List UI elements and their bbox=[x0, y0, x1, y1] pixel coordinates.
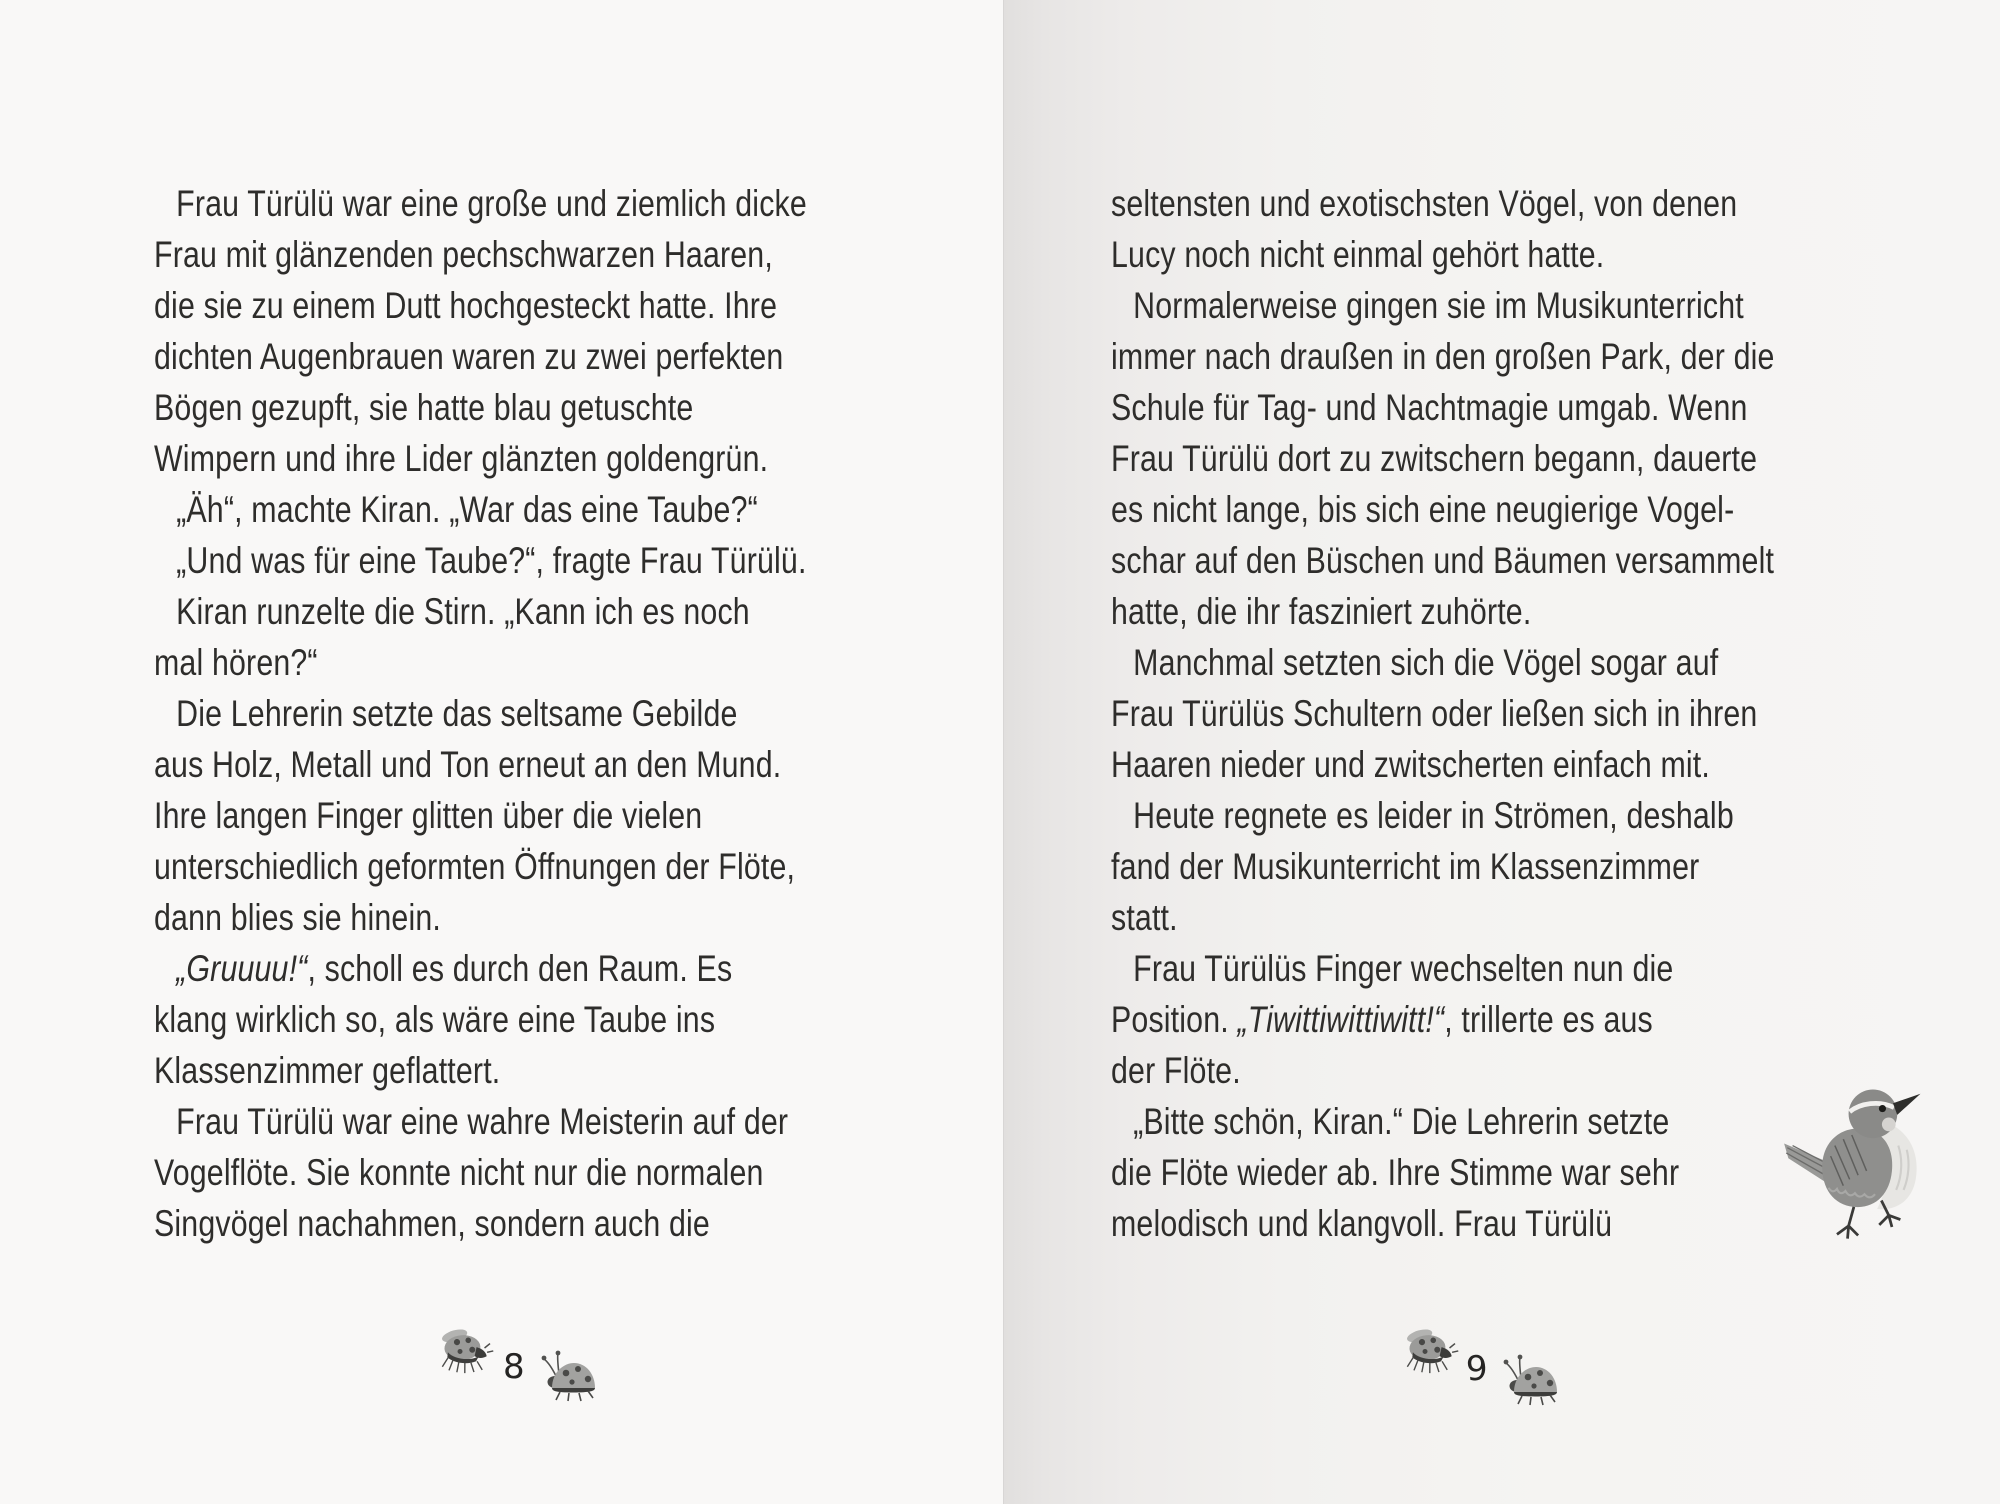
ladybug-standing-illustration bbox=[1503, 1352, 1563, 1406]
text-line: dann blies sie hinein. bbox=[154, 897, 441, 938]
text-line: Manchmal setzten sich die Vögel sogar auf bbox=[1133, 642, 1719, 683]
text-line: schar auf den Büschen und Bäumen versammelt bbox=[1111, 540, 1775, 581]
text-line: Frau Türülüs Schultern oder ließen sich in ihren bbox=[1111, 693, 1758, 734]
text-line: Normalerweise gingen sie im Musikunterricht bbox=[1133, 285, 1744, 326]
text-line: Frau Türülü dort zu zwitschern begann, dauerte bbox=[1111, 438, 1758, 479]
text-line: Kiran runzelte die Stirn. „Kann ich es noch bbox=[176, 591, 750, 632]
page-left-text bbox=[154, 178, 807, 1249]
text-line: aus Holz, Metall und Ton erneut an den Mund. bbox=[154, 744, 782, 785]
text-line: Position. „Tiwittiwittiwitt!“, trillerte es aus bbox=[1111, 999, 1653, 1040]
text-line: dichten Augenbrauen waren zu zwei perfekten bbox=[154, 336, 784, 377]
text-line: klang wirklich so, als wäre eine Taube ins bbox=[154, 999, 716, 1040]
ladybug-flying-illustration bbox=[1401, 1326, 1459, 1378]
ladybug-standing-illustration bbox=[541, 1348, 601, 1402]
text-line: Die Lehrerin setzte das seltsame Gebilde bbox=[176, 693, 738, 734]
text-line: immer nach draußen in den großen Park, der die bbox=[1111, 336, 1775, 377]
text-line: „Bitte schön, Kiran.“ Die Lehrerin setzte bbox=[1133, 1101, 1670, 1142]
bird-illustration bbox=[1782, 1082, 1930, 1244]
page-right bbox=[1003, 0, 2000, 1504]
page-number-left: 8 bbox=[503, 1347, 525, 1387]
text-line: hatte, die ihr fasziniert zuhörte. bbox=[1111, 591, 1532, 632]
text-line: der Flöte. bbox=[1111, 1050, 1241, 1091]
ladybug-flying-illustration bbox=[436, 1326, 494, 1378]
text-line: „Und was für eine Taube?“, fragte Frau Türülü. bbox=[176, 540, 807, 581]
text-line: Lucy noch nicht einmal gehört hatte. bbox=[1111, 234, 1605, 275]
text-line: Klassenzimmer geflattert. bbox=[154, 1050, 501, 1091]
text-line: Wimpern und ihre Lider glänzten goldengrün. bbox=[154, 438, 769, 479]
text-line: Schule für Tag- und Nachtmagie umgab. Wenn bbox=[1111, 387, 1748, 428]
text-line: „Gruuuu!“, scholl es durch den Raum. Es bbox=[176, 948, 733, 989]
text-line: Frau Türülüs Finger wechselten nun die bbox=[1133, 948, 1674, 989]
text-line: mal hören?“ bbox=[154, 642, 318, 683]
text-line: Frau mit glänzenden pechschwarzen Haaren, bbox=[154, 234, 773, 275]
text-line: Bögen gezupft, sie hatte blau getuschte bbox=[154, 387, 694, 428]
text-line: die sie zu einem Dutt hochgesteckt hatte. Ihre bbox=[154, 285, 778, 326]
text-line: melodisch und klangvoll. Frau Türülü bbox=[1111, 1203, 1613, 1244]
page-number-right: 9 bbox=[1464, 1348, 1489, 1390]
text-line: Frau Türülü war eine große und ziemlich dicke bbox=[176, 183, 807, 224]
text-line: Singvögel nachahmen, sondern auch die bbox=[154, 1203, 710, 1244]
text-line: die Flöte wieder ab. Ihre Stimme war sehr bbox=[1111, 1152, 1680, 1193]
text-line: „Äh“, machte Kiran. „War das eine Taube?“ bbox=[176, 489, 758, 530]
text-line: unterschiedlich geformten Öffnungen der Flöte, bbox=[154, 846, 796, 887]
page-right-text bbox=[1111, 178, 1775, 1249]
text-line: statt. bbox=[1111, 897, 1178, 938]
text-line: Frau Türülü war eine wahre Meisterin auf der bbox=[176, 1101, 789, 1142]
text-line: es nicht lange, bis sich eine neugierige Vogel- bbox=[1111, 489, 1735, 530]
text-line: fand der Musikunterricht im Klassenzimmer bbox=[1111, 846, 1700, 887]
text-line: seltensten und exotischsten Vögel, von denen bbox=[1111, 183, 1738, 224]
text-line: Heute regnete es leider in Strömen, deshalb bbox=[1133, 795, 1734, 836]
text-line: Vogelflöte. Sie konnte nicht nur die normalen bbox=[154, 1152, 764, 1193]
text-line: Ihre langen Finger glitten über die vielen bbox=[154, 795, 703, 836]
text-line: Haaren nieder und zwitscherten einfach mit. bbox=[1111, 744, 1710, 785]
